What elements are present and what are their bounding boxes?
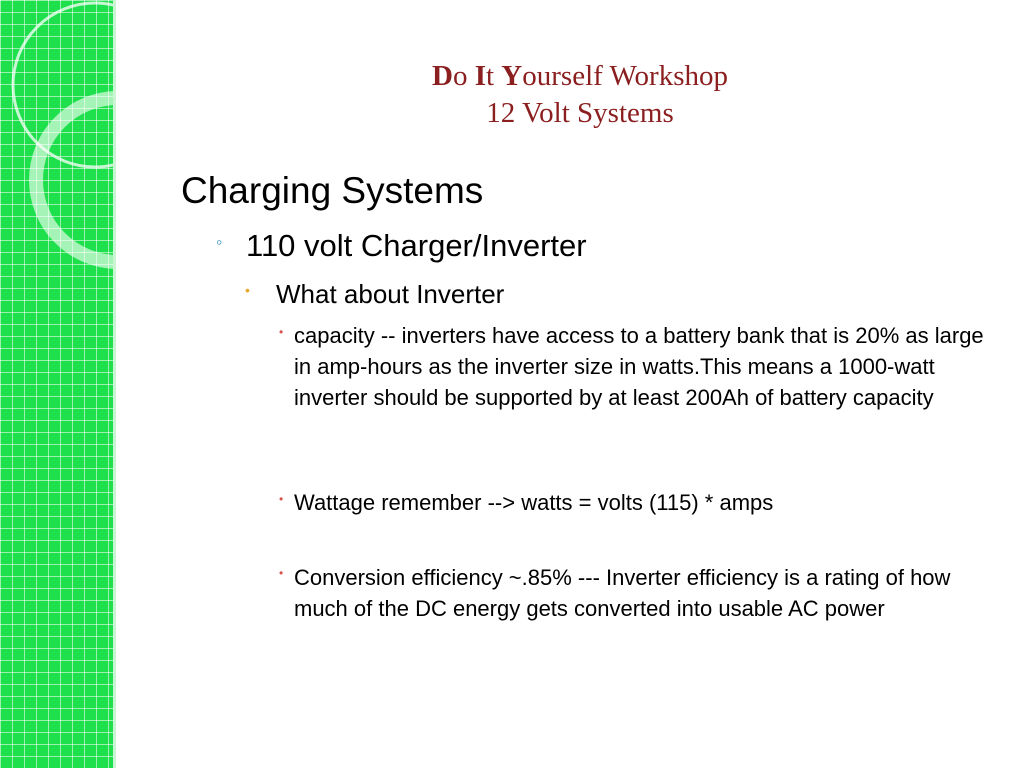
dot-bullet-icon: • [245,282,250,298]
title-part: ourself Workshop [522,60,728,92]
title-part: I [474,60,486,92]
heading-charging-systems: Charging Systems [181,170,484,211]
decorative-sidebar [0,0,113,768]
small-bullet-icon: • [279,566,284,580]
small-bullet-icon: • [279,325,284,339]
title-part: D [431,60,453,92]
bullet-level4-capacity: capacity -- inverters have access to a battery bank that is 20% as large in amp-hours as the inverter size in watts.This means a 1000-watt inverter should be supported by at least 200Ah of battery capacity [294,323,984,410]
title-line-2: 12 Volt Systems [486,97,674,129]
title-part: t [485,60,502,92]
small-bullet-icon: • [279,492,284,506]
bullet-level4-efficiency: Conversion efficiency ~.85% --- Inverter efficiency is a rating of how much of the DC energy gets converted into usable AC power [294,565,951,621]
sidebar-circles-decoration [0,0,113,768]
sidebar-edge [113,0,116,768]
title-line-1 [360,58,800,95]
slide-title [360,58,800,132]
ring-bullet-icon: ◦ [216,232,223,252]
title-part: o [452,60,475,92]
title-part: Y [501,60,523,92]
bullet-level3: What about Inverter [276,279,505,309]
bullet-level4-wattage: Wattage remember --> watts = volts (115) * amps [294,490,774,515]
bullet-level2: 110 volt Charger/Inverter [246,228,587,263]
